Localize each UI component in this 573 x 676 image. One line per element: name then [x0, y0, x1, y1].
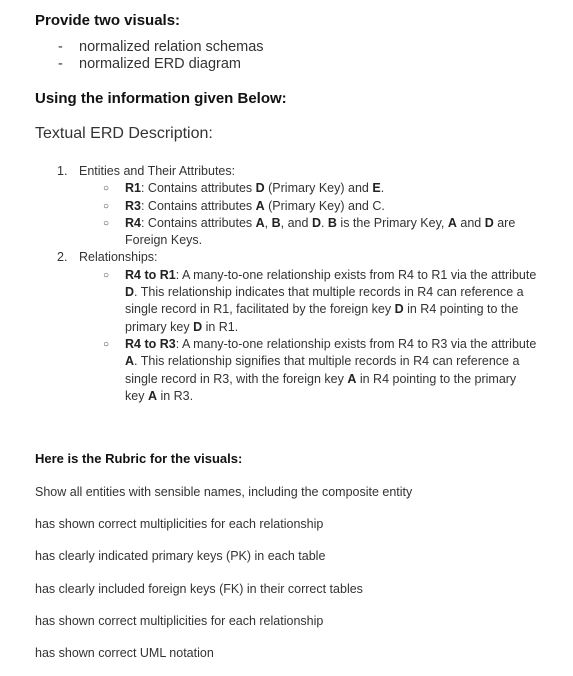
section-title: Relationships:: [79, 250, 158, 265]
relationship-r4-r3-text: R4 to R3: A many-to-one relationship exists from R4 to R3 via the attribute A. This relationship signifies that multiple records in R4 can reference a single record in R3, with the foreign key A in R4 pointing to the primary key A in R3.: [125, 336, 537, 403]
visual-item-text: normalized ERD diagram: [79, 56, 241, 72]
rubric-item: has shown correct UML notation: [35, 646, 214, 660]
section-entities: [57, 163, 537, 180]
rubric-item: Show all entities with sensible names, including the composite entity: [35, 485, 413, 499]
relationship-r4-r1-text: R4 to R1: A many-to-one relationship exists from R4 to R1 via the attribute D. This relationship indicates that multiple records in R4 can reference a single record in R1, facilitated by the foreign key D in R4 pointing to the primary key D in R1.: [125, 267, 537, 334]
visual-item-text: normalized relation schemas: [79, 39, 264, 55]
bullet-marker: ○: [103, 269, 110, 281]
bullet-marker: ○: [103, 338, 110, 350]
erd-description: [57, 163, 537, 405]
rubric-heading: Here is the Rubric for the visuals:: [35, 451, 243, 466]
textual-erd-subtitle: Textual ERD Description:: [35, 125, 213, 142]
using-info-heading: Using the information given Below:: [35, 90, 287, 107]
rubric-item: has clearly included foreign keys (FK) in their correct tables: [35, 582, 363, 596]
bullet-marker: ○: [103, 200, 110, 212]
list-item: [103, 198, 537, 215]
list-item: [58, 39, 264, 56]
section-title: Entities and Their Attributes:: [79, 164, 236, 178]
dash-marker: -: [58, 39, 63, 55]
section-relationships: [57, 249, 537, 266]
entity-r3-text: R3: Contains attributes A (Primary Key) and C.: [125, 198, 385, 213]
list-item: [103, 180, 537, 197]
entity-r1-text: R1: Contains attributes D (Primary Key) and E.: [125, 181, 385, 196]
visuals-list: [58, 39, 264, 73]
list-item: [58, 56, 264, 73]
list-item: [103, 267, 537, 336]
section-number: 2.: [57, 250, 68, 265]
dash-marker: -: [58, 56, 63, 72]
bullet-marker: ○: [103, 183, 110, 195]
entity-r4-text: R4: Contains attributes A, B, and D. B is the Primary Key, A and D are Foreign Keys.: [125, 215, 516, 248]
rubric-item: has shown correct multiplicities for each relationship: [35, 614, 324, 628]
rubric-item: has clearly indicated primary keys (PK) in each table: [35, 549, 326, 563]
provide-visuals-heading: Provide two visuals:: [35, 12, 181, 29]
list-item: [103, 215, 537, 250]
list-item: [103, 336, 537, 405]
section-number: 1.: [57, 164, 68, 178]
bullet-marker: ○: [103, 217, 110, 229]
rubric-item: has shown correct multiplicities for each relationship: [35, 517, 324, 531]
